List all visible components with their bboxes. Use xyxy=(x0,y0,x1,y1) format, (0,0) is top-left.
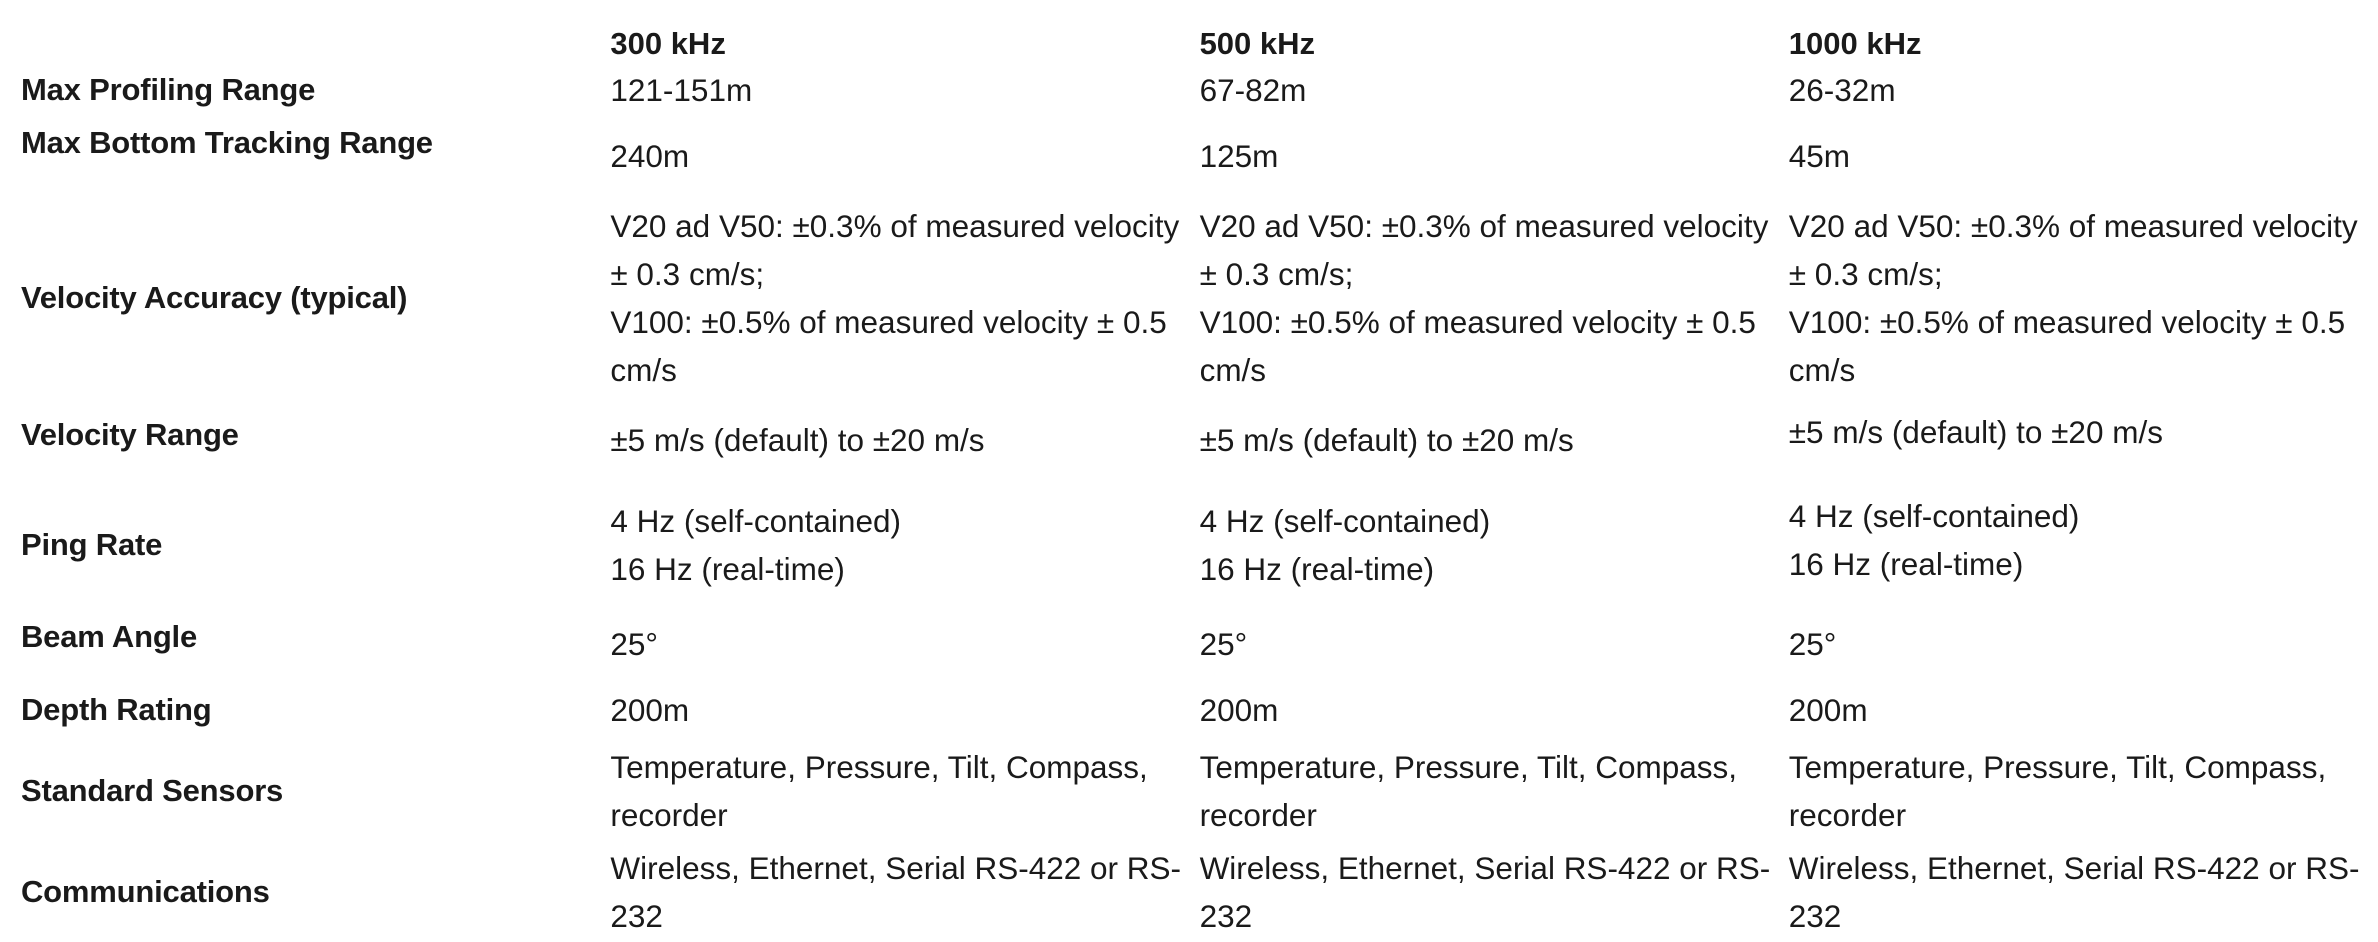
row-max-bottom-tracking-range xyxy=(0,114,2378,198)
value-cell xyxy=(1200,608,1789,680)
value-cell xyxy=(610,398,1199,482)
row-label: Velocity Range xyxy=(21,417,239,452)
row-label: Max Profiling Range xyxy=(21,72,316,108)
row-velocity-range xyxy=(0,398,2378,482)
cell-line: 67-82m xyxy=(1199,72,1307,108)
cell-line: 240m xyxy=(610,138,690,174)
cell-line: 121-151m xyxy=(610,72,753,108)
cell-line: V20 ad V50: ±0.3% of measured velocity ± 0.3 cm/s; xyxy=(1788,208,2358,292)
cell-line: V100: ±0.5% of measured velocity ± 0.5 cm/s xyxy=(610,304,1167,388)
value-cell xyxy=(1789,608,2378,680)
value-cell xyxy=(1200,842,1789,942)
cell-line: 200m xyxy=(1199,692,1279,728)
cell-line: 16 Hz (real-time) xyxy=(1199,551,1435,587)
cell-line: V100: ±0.5% of measured velocity ± 0.5 cm/s xyxy=(1788,304,2346,388)
cell-line: 16 Hz (real-time) xyxy=(1788,546,2024,582)
value-cell xyxy=(1200,114,1789,198)
row-label: Max Bottom Tracking Range xyxy=(21,125,433,160)
value-cell xyxy=(610,482,1199,608)
cell-line: 25° xyxy=(1199,626,1248,662)
value-cell xyxy=(610,680,1199,740)
value-cell xyxy=(1789,114,2378,198)
header-corner xyxy=(0,0,610,66)
cell-line: Wireless, Ethernet, Serial RS-422 or RS-232 xyxy=(1199,850,1771,934)
cell-line: ±5 m/s (default) to ±20 m/s xyxy=(1199,422,1574,458)
row-standard-sensors xyxy=(0,740,2378,842)
value-cell xyxy=(610,66,1199,114)
cell-line: 45m xyxy=(1788,138,1851,174)
value-cell xyxy=(610,114,1199,198)
value-cell xyxy=(610,198,1199,398)
row-max-profiling-range xyxy=(0,66,2378,114)
cell-line: V100: ±0.5% of measured velocity ± 0.5 cm/s xyxy=(1199,304,1756,388)
column-header-500khz: 500 kHz xyxy=(1199,25,1316,61)
value-cell xyxy=(610,740,1199,842)
row-label: Communications xyxy=(21,874,270,910)
column-header-1000khz: 1000 kHz xyxy=(1788,25,1922,61)
cell-line: 125m xyxy=(1199,138,1279,174)
value-cell xyxy=(1789,66,2378,114)
row-beam-angle xyxy=(0,608,2378,680)
row-label: Ping Rate xyxy=(21,527,163,563)
cell-line: 25° xyxy=(1788,626,1837,662)
cell-line: ±5 m/s (default) to ±20 m/s xyxy=(1788,414,2163,450)
row-label: Velocity Accuracy (typical) xyxy=(21,280,408,316)
header-row xyxy=(0,0,2378,66)
cell-line: Wireless, Ethernet, Serial RS-422 or RS-232 xyxy=(610,850,1182,934)
row-communications xyxy=(0,842,2378,942)
row-label: Standard Sensors xyxy=(21,773,284,809)
value-cell xyxy=(1200,680,1789,740)
cell-line: Temperature, Pressure, Tilt, Compass, recorder xyxy=(1788,749,2327,833)
row-label: Depth Rating xyxy=(21,692,212,728)
cell-line: Temperature, Pressure, Tilt, Compass, recorder xyxy=(610,749,1148,833)
value-cell xyxy=(610,842,1199,942)
value-cell xyxy=(1789,842,2378,942)
cell-line: 26-32m xyxy=(1788,72,1896,108)
cell-line: 4 Hz (self-contained) xyxy=(1199,503,1491,539)
row-depth-rating xyxy=(0,680,2378,740)
value-cell xyxy=(1789,740,2378,842)
cell-line: Temperature, Pressure, Tilt, Compass, recorder xyxy=(1199,749,1738,833)
cell-line: V20 ad V50: ±0.3% of measured velocity ± 0.3 cm/s; xyxy=(1199,208,1769,292)
cell-line: 200m xyxy=(1788,692,1868,728)
value-cell xyxy=(1789,198,2378,398)
row-label: Beam Angle xyxy=(21,619,198,654)
value-cell xyxy=(1200,398,1789,482)
value-cell xyxy=(1200,66,1789,114)
cell-line: 200m xyxy=(610,692,690,728)
row-velocity-accuracy xyxy=(0,198,2378,398)
cell-line: 4 Hz (self-contained) xyxy=(1788,498,2080,534)
value-cell xyxy=(1200,482,1789,608)
column-header-300khz: 300 kHz xyxy=(610,25,726,61)
cell-line: 4 Hz (self-contained) xyxy=(610,503,901,539)
cell-line: 25° xyxy=(610,626,658,662)
cell-line: V20 ad V50: ±0.3% of measured velocity ± 0.3 cm/s; xyxy=(610,208,1180,292)
cell-line: Wireless, Ethernet, Serial RS-422 or RS-232 xyxy=(1788,850,2360,934)
value-cell xyxy=(1200,198,1789,398)
row-ping-rate xyxy=(0,482,2378,608)
value-cell xyxy=(1200,740,1789,842)
value-cell xyxy=(1789,398,2378,482)
value-cell xyxy=(610,608,1199,680)
value-cell xyxy=(1789,680,2378,740)
value-cell xyxy=(1789,482,2378,608)
cell-line: 16 Hz (real-time) xyxy=(610,551,845,587)
cell-line: ±5 m/s (default) to ±20 m/s xyxy=(610,422,985,458)
